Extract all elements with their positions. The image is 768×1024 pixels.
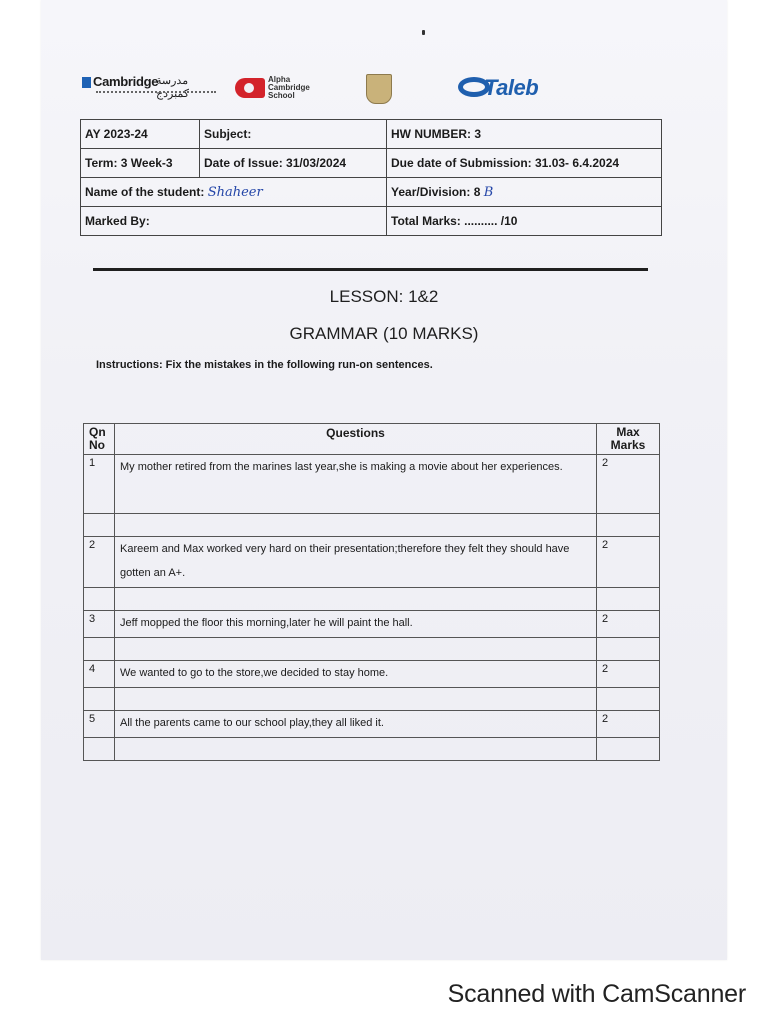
header-row xyxy=(81,178,662,207)
question-marks: 2 xyxy=(597,711,660,738)
term-week: Term: 3 Week-3 xyxy=(81,149,200,178)
lesson-title: LESSON: 1&2 xyxy=(329,287,439,306)
questions-table xyxy=(83,423,660,761)
student-name-cell xyxy=(81,178,387,207)
question-number: 1 xyxy=(84,455,115,514)
question-number: 3 xyxy=(84,611,115,638)
subject-field: Subject: xyxy=(200,120,387,149)
hw-number: HW NUMBER: 3 xyxy=(387,120,662,149)
questions-header: Questions xyxy=(115,424,597,455)
cambridge-mark-icon xyxy=(82,77,91,88)
question-marks: 2 xyxy=(597,611,660,638)
cambridge-logo-subtitle xyxy=(96,91,216,96)
answer-row xyxy=(84,514,660,537)
alpha-line3: School xyxy=(268,91,295,100)
header-row xyxy=(81,207,662,236)
alpha-logo-text xyxy=(268,76,310,100)
student-name-label: Name of the student: xyxy=(85,184,205,199)
division-handwritten: B xyxy=(483,184,494,200)
question-text: My mother retired from the marines last year,she is making a movie about her experiences. xyxy=(115,455,597,514)
alpha-cambridge-logo xyxy=(235,76,335,100)
question-marks: 2 xyxy=(597,661,660,688)
taleb-logo-text: Taleb xyxy=(484,75,539,100)
cambridge-logo-text: Cambridge xyxy=(93,74,159,89)
header-row xyxy=(81,149,662,178)
question-text: Jeff mopped the floor this morning,later he will paint the hall. xyxy=(115,611,597,638)
qn-no-header: Qn No xyxy=(84,424,115,455)
alpha-line2: Cambridge xyxy=(268,83,310,92)
year-division-cell xyxy=(387,178,662,207)
question-text: Kareem and Max worked very hard on their presentation;therefore they felt they should have gotten an A+. xyxy=(115,537,597,588)
answer-row xyxy=(84,738,660,761)
cambridge-logo-arabic: مدرسة كمبردج xyxy=(156,75,189,100)
alpha-line1: Alpha xyxy=(268,75,291,84)
divider-line xyxy=(93,268,648,271)
instructions: Instructions: Fix the mistakes in the following run-on sentences. xyxy=(96,359,433,371)
question-marks: 2 xyxy=(597,455,660,514)
due-date: Due date of Submission: 31.03- 6.4.2024 xyxy=(387,149,662,178)
table-row xyxy=(84,711,660,738)
student-name-handwritten: Shaheer xyxy=(207,184,263,200)
header-row xyxy=(81,120,662,149)
table-row xyxy=(84,537,660,588)
table-row xyxy=(84,455,660,514)
question-number: 2 xyxy=(84,537,115,588)
question-text: We wanted to go to the store,we decided to stay home. xyxy=(115,661,597,688)
academic-year: AY 2023-24 xyxy=(81,120,200,149)
answer-row xyxy=(84,588,660,611)
answer-row xyxy=(84,638,660,661)
question-marks: 2 xyxy=(597,537,660,588)
question-number: 5 xyxy=(84,711,115,738)
camscanner-watermark: Scanned with CamScanner xyxy=(447,980,746,1008)
table-row xyxy=(84,661,660,688)
scan-speck xyxy=(422,30,425,35)
alpha-mark-icon xyxy=(235,78,265,98)
taleb-logo xyxy=(458,74,588,102)
marked-by: Marked By: xyxy=(81,207,387,236)
max-marks-header: Max Marks xyxy=(597,424,660,455)
answer-row xyxy=(84,688,660,711)
year-division-label: Year/Division: 8 xyxy=(391,184,481,199)
date-of-issue: Date of Issue: 31/03/2024 xyxy=(200,149,387,178)
table-row xyxy=(84,611,660,638)
cambridge-logo xyxy=(82,74,222,100)
question-number: 4 xyxy=(84,661,115,688)
school-crest-icon xyxy=(366,74,392,104)
total-marks: Total Marks: .......... /10 xyxy=(387,207,662,236)
section-title: GRAMMAR (10 MARKS) xyxy=(289,324,479,343)
table-header-row xyxy=(84,424,660,455)
header-info-table xyxy=(80,119,662,236)
question-text: All the parents came to our school play,they all liked it. xyxy=(115,711,597,738)
